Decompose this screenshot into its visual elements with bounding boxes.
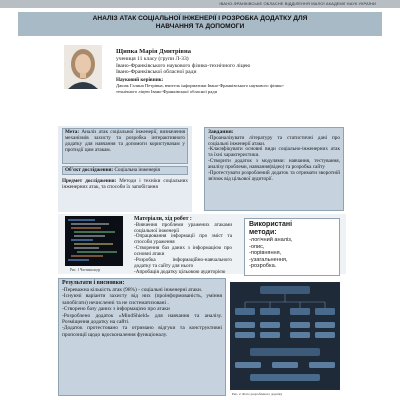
methods-box bbox=[244, 218, 340, 276]
results-box bbox=[58, 278, 226, 396]
title-line-1: АНАЛІЗ АТАК СОЦІАЛЬНОЇ ІНЖЕНЕРІЇ І РОЗРОБКА ДОДАТКУ ДЛЯ bbox=[92, 15, 308, 22]
author-school: Івано-Франківського наукового фізико-технічного ліцею bbox=[116, 62, 251, 69]
result-item: -Додаток протестовано та отримано відгуки та конструктивні пропозиції щодо вдосконалення функціоналу. bbox=[62, 325, 222, 338]
material-item: -Апробація додатку цільовою аудиторією bbox=[134, 268, 226, 275]
author-council: Івано-Франківської обласної ради bbox=[116, 69, 197, 76]
method-item: -розробка. bbox=[249, 263, 277, 270]
task-item: -Протестувати розроблений додаток та отримати зворотній зв'язок від цільової аудиторії. bbox=[208, 170, 340, 182]
fig1-caption: Рис. 1 Частина коду bbox=[70, 268, 101, 272]
object-text: Соціальна інженерія bbox=[114, 167, 160, 173]
code-lines-image bbox=[65, 216, 123, 266]
goal-box bbox=[62, 128, 188, 164]
tasks-box bbox=[204, 127, 344, 211]
author-name: Щипка Марія Дмитрівна bbox=[116, 48, 191, 55]
method-item: -узагальнення, bbox=[249, 256, 288, 263]
task-item: -Класифікувати основні види соціально-інженерних атак та їхні характеристики. bbox=[208, 146, 340, 159]
material-item: -Опрацювання інформації про зміст та способи ураження bbox=[134, 233, 232, 246]
author-class: учениця 11 класу (групи Л-33) bbox=[116, 56, 189, 62]
fig2-caption: Рис. 2. Фото розробленого додатку bbox=[232, 392, 283, 396]
org-name: ІВАНО-ФРАНКІВСЬКЕ ОБЛАСНЕ ВІДДІЛЕННЯ МАЛОЇ АКАДЕМІЇ НАУК УКРАЇНИ bbox=[219, 1, 376, 6]
poster-title bbox=[18, 12, 382, 36]
task-item: -Проаналізувати літературу та статистичні дані про соціальні інженерії атаки. bbox=[208, 134, 340, 147]
subject-block bbox=[62, 179, 188, 191]
goal-label: Мета: bbox=[65, 129, 80, 135]
subject-label: Предмет дослідження: bbox=[62, 178, 117, 184]
materials-title: Матеріали, хід робот : bbox=[134, 216, 192, 222]
object-box bbox=[62, 166, 188, 175]
material-item: -Створення баз даних з інформацією про основні атаки bbox=[134, 245, 232, 258]
title-line-2: НАВЧАННЯ ТА ДОПОМОГИ bbox=[155, 23, 245, 30]
materials-block bbox=[134, 216, 232, 276]
goal-text: Аналіз атак соціальної інженерії, визначення механізмів захисту та розробка інтерактивного додатку для навчання та допомоги користувачам у протидії цим атакам. bbox=[65, 129, 185, 153]
tasks-title: Завдання: bbox=[208, 129, 234, 135]
supervisor-line-2: технічного ліцею Івано-Франківської обласної ради bbox=[116, 88, 218, 94]
author-info bbox=[116, 48, 386, 94]
object-label: Об'єкт дослідження: bbox=[65, 167, 114, 173]
results-title: Результати і висновки: bbox=[62, 280, 125, 286]
top-bar bbox=[0, 0, 400, 8]
result-item: -Існуючі варіанти захисту від них (проінформованість, уміння запобігати) нечисленні та не систематизовані . bbox=[62, 293, 222, 306]
material-item: -Вивчення проблеми уражених атаками соціальної інженерії bbox=[134, 221, 232, 234]
supervisor-label: Науковий керівник: bbox=[116, 76, 164, 83]
supervisor-line-1: Джоак Галина Петрівна, вчитель інформатики Івано-Франківського наукового фізико- bbox=[116, 83, 285, 89]
method-item: -логічний аналіз, bbox=[249, 237, 293, 243]
subject-text: Методи і техніки соціальних інженерних атак, та способи їх запобігання bbox=[62, 178, 188, 190]
methods-title-1: Використані bbox=[249, 221, 293, 228]
author-photo bbox=[64, 45, 102, 89]
code-screenshot bbox=[65, 216, 123, 266]
method-item: -опис, bbox=[249, 243, 265, 250]
method-item: -порівняння, bbox=[249, 250, 282, 257]
result-item: -Переважна кількість атак (98%) - соціальні інженерні атаки. bbox=[62, 287, 203, 293]
result-item: -Розроблено додаток «MindShield» для навчання та аналізу. Розміщення додатку на сайті. bbox=[62, 312, 222, 326]
methods-title-2: методи: bbox=[249, 229, 277, 236]
task-item: -Створити додаток з модулями: навчання, тестування, аналізу проблеми, навчання(відео) та розробка сайту bbox=[208, 158, 340, 171]
result-item: -Створено базу даних з інформацією про атаки bbox=[62, 306, 170, 313]
app-diagram bbox=[230, 282, 340, 390]
portrait-image bbox=[64, 45, 102, 89]
material-item: -Розробка інформаційно-навчального додатку та сайту для нього bbox=[134, 257, 232, 269]
app-structure-image bbox=[230, 282, 340, 390]
